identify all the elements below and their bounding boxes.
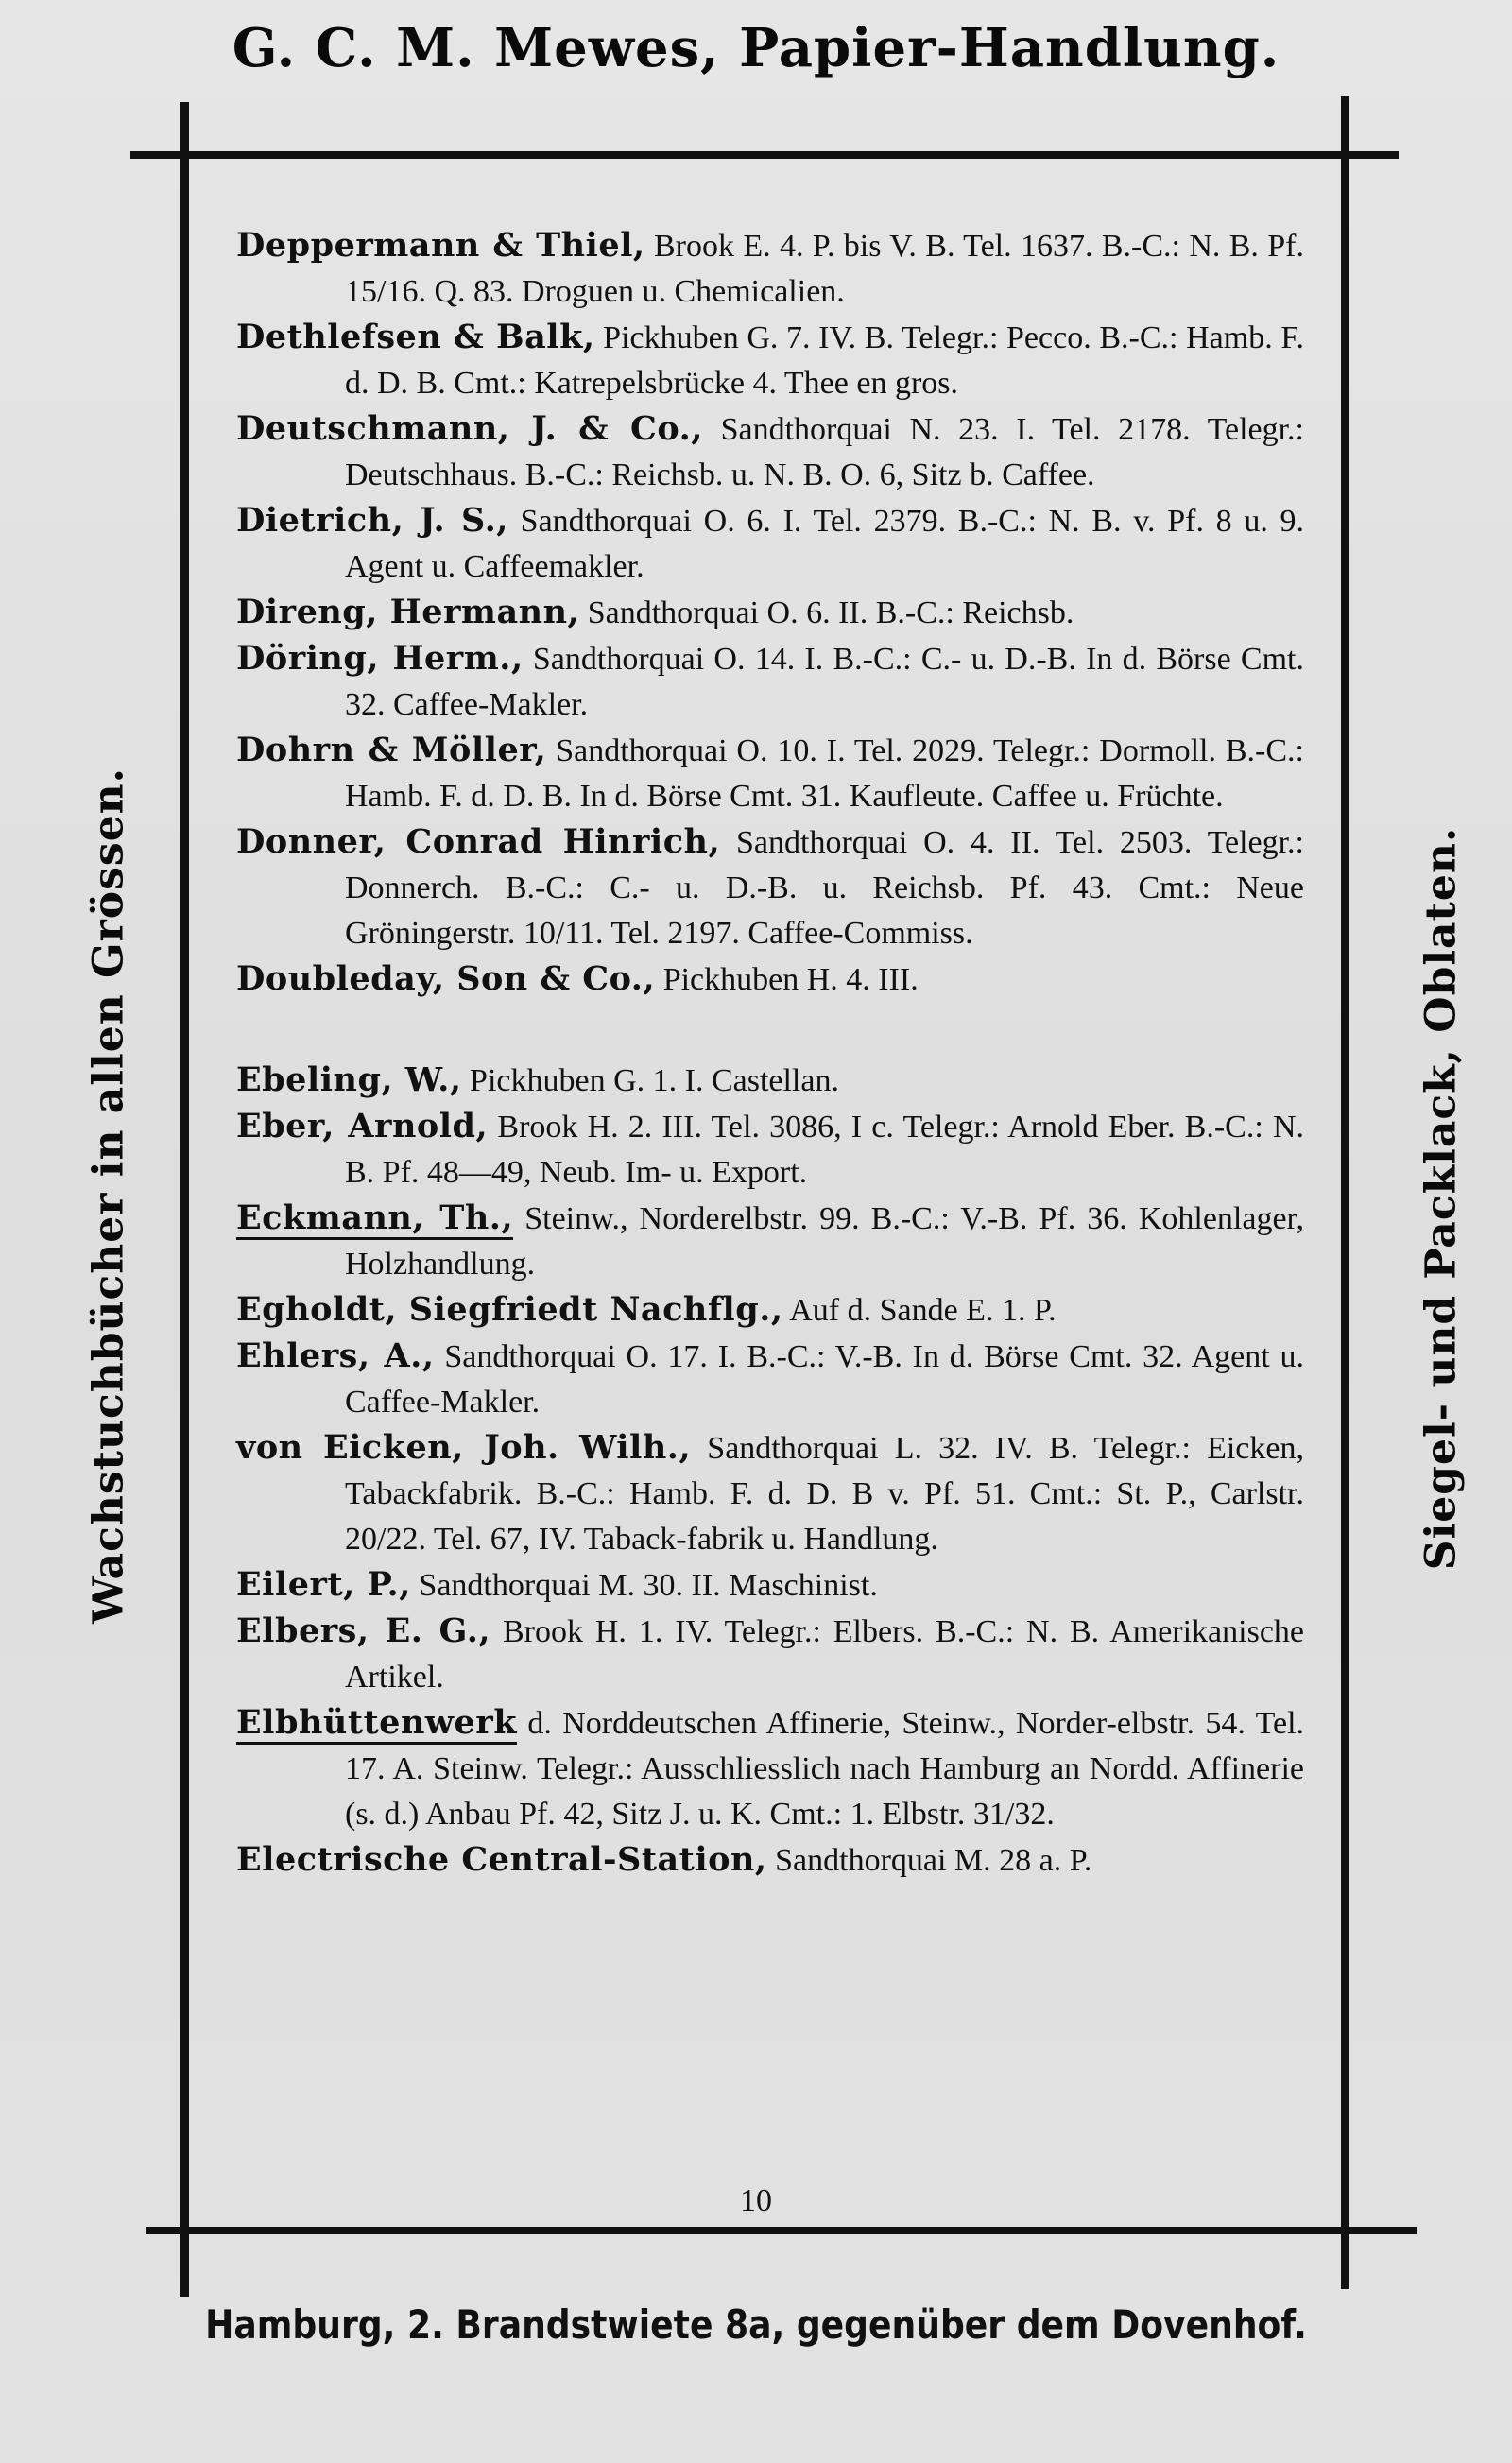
entry-details: Sandthorquai L. 32. IV. B. Telegr.: Eicken, Tabackfabrik. B.-C.: Hamb. F. d. D. B v. Pf. 51. Cmt.: St. P., Carlstr. 20/22. Tel. 67, IV. Taback-fabrik u. Handlung. (345, 1431, 1304, 1557)
directory-entry (236, 1104, 1304, 1196)
entry-name: Ebeling, W., (236, 1060, 462, 1099)
directory-entry (236, 1334, 1304, 1425)
directory-entry (236, 1700, 1304, 1837)
directory-entry (236, 1837, 1304, 1884)
directory-entry (236, 819, 1304, 956)
entry-name: Elbers, E. G., (236, 1611, 491, 1650)
directory-entry (236, 1562, 1304, 1609)
directory-entry (236, 636, 1304, 728)
left-side-advert: Wachstuchbücher in allen Grössen. (84, 767, 133, 1624)
entry-details: Sandthorquai M. 30. II. Maschinist. (419, 1568, 878, 1603)
entry-details: Sandthorquai O. 17. I. B.-C.: V.-B. In d. Börse Cmt. 32. Agent u. Caffee-Makler. (345, 1339, 1305, 1420)
entry-name: Dietrich, J. S., (236, 501, 508, 540)
entry-name: Döring, Herm., (236, 639, 524, 678)
entry-details: Sandthorquai O. 14. I. B.-C.: C.- u. D.-B. In d. Börse Cmt. 32. Caffee-Makler. (345, 642, 1305, 722)
entry-details: Sandthorquai O. 6. II. B.-C.: Reichsb. (587, 595, 1074, 630)
entry-name: Direng, Hermann, (236, 593, 580, 631)
entry-details: Sandthorquai M. 28 a. P. (775, 1843, 1092, 1878)
right-side-advert: Siegel- und Packlack, Oblaten. (1417, 826, 1466, 1571)
bottom-rule (146, 2227, 1418, 2234)
entry-details: Brook H. 1. IV. Telegr.: Elbers. B.-C.: N. B. Amerikanische Artikel. (345, 1614, 1305, 1695)
entry-details: Brook E. 4. P. bis V. B. Tel. 1637. B.-C.: N. B. Pf. 15/16. Q. 83. Droguen u. Chemicalien. (345, 229, 1304, 309)
entry-details: Sandthorquai O. 6. I. Tel. 2379. B.-C.: N. B. v. Pf. 8 u. 9. Agent u. Caffeemakler. (345, 504, 1305, 584)
directory-entry (236, 1058, 1304, 1104)
directory-entry (236, 1609, 1304, 1700)
section-gap (236, 1003, 1304, 1058)
entry-name: Electrische Central-Station, (236, 1840, 767, 1879)
entry-name: von Eicken, Joh. Wilh., (236, 1428, 692, 1467)
entry-name: Ehlers, A., (236, 1336, 435, 1375)
directory-entry (236, 406, 1304, 498)
entry-details: Steinw., Norderelbstr. 99. B.-C.: V.-B. Pf. 36. Kohlenlager, Holzhandlung. (345, 1201, 1305, 1282)
left-border-line (180, 102, 189, 2297)
entry-details: Auf d. Sande E. 1. P. (789, 1293, 1057, 1328)
entry-name: Dethlefsen & Balk, (236, 318, 595, 356)
directory-entries (236, 223, 1304, 1884)
directory-entry (236, 1196, 1304, 1287)
directory-entry (236, 590, 1304, 636)
entry-name: Deppermann & Thiel, (236, 226, 645, 265)
directory-entry (236, 223, 1304, 315)
entry-name: Elbhüttenwerk (236, 1703, 517, 1745)
directory-entry (236, 315, 1304, 406)
directory-entry (236, 728, 1304, 819)
entry-name: Egholdt, Siegfriedt Nachflg., (236, 1290, 783, 1329)
page-number: 10 (740, 2183, 772, 2218)
entry-details: Sandthorquai O. 10. I. Tel. 2029. Telegr.: Dormoll. B.-C.: Hamb. F. d. D. B. In d. Börse Cmt. 31. Kaufleute. Caffee u. Früchte. (345, 733, 1305, 814)
entry-name: Doubleday, Son & Co., (236, 959, 656, 998)
entry-details: Pickhuben G. 1. I. Castellan. (470, 1063, 839, 1098)
entry-details: Pickhuben G. 7. IV. B. Telegr.: Pecco. B.-C.: Hamb. F. d. D. B. Cmt.: Katrepelsbrücke 4. Thee en gros. (345, 320, 1305, 401)
entry-details: Sandthorquai O. 4. II. Tel. 2503. Telegr.: Donnerch. B.-C.: C.- u. D.-B. u. Reichsb. Pf. 43. Cmt.: Neue Gröningerstr. 10/11. Tel. 2197. Caffee-Commiss. (345, 825, 1305, 951)
page-footer: Hamburg, 2. Brandstwiete 8a, gegenüber dem Dovenhof. (205, 2301, 1307, 2348)
entry-name: Deutschmann, J. & Co., (236, 409, 703, 448)
directory-entry (236, 956, 1304, 1003)
entry-name: Donner, Conrad Hinrich, (236, 822, 721, 861)
entry-name: Eber, Arnold, (236, 1107, 489, 1145)
entry-name: Eckmann, Th., (236, 1198, 513, 1240)
entry-details: Brook H. 2. III. Tel. 3086, I c. Telegr.: Arnold Eber. B.-C.: N. B. Pf. 48—49, Neub. Im- u. Export. (345, 1110, 1305, 1190)
directory-entry (236, 1287, 1304, 1334)
entry-details: d. Norddeutschen Affinerie, Steinw., Norder-elbstr. 54. Tel. 17. A. Steinw. Telegr.: Ausschliesslich nach Hamburg an Nordd. Affinerie (s. d.) Anbau Pf. 42, Sitz J. u. K. Cmt.: 1. Elbstr. 31/32. (345, 1706, 1305, 1832)
entry-details: Pickhuben H. 4. III. (662, 962, 919, 997)
right-border-line (1341, 96, 1349, 2289)
directory-entry (236, 1425, 1304, 1562)
entry-details: Sandthorquai N. 23. I. Tel. 2178. Telegr.: Deutschhaus. B.-C.: Reichsb. u. N. B. O. 6, Sitz b. Caffee. (345, 412, 1304, 492)
entry-name: Dohrn & Möller, (236, 731, 547, 769)
page-header: G. C. M. Mewes, Papier-Handlung. (232, 17, 1280, 79)
top-rule (130, 151, 1399, 159)
entry-name: Eilert, P., (236, 1565, 411, 1604)
directory-entry (236, 498, 1304, 590)
